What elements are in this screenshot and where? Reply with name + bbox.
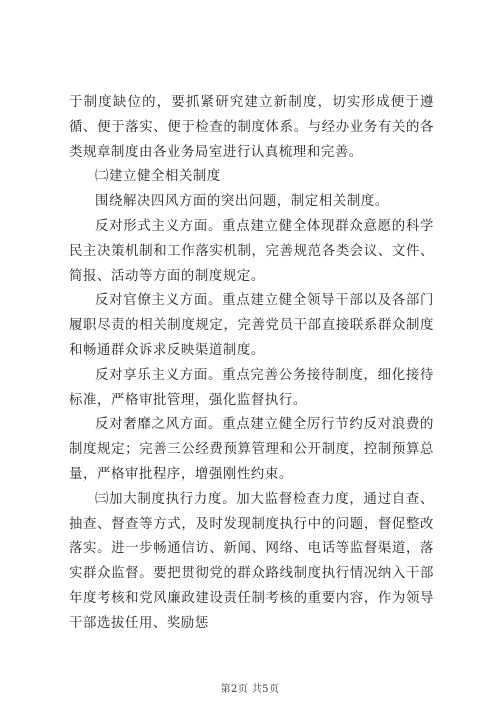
paragraph-bureaucratism: 反对官僚主义方面。重点建立健全领导干部以及各部门履职尽责的相关制度规定，完善党员干部直接联系群众制度和畅通群众诉求反映渠道制度。	[69, 293, 434, 358]
paragraph-intro: 围绕解决四风方面的突出问题，制定相关制度。	[95, 194, 389, 210]
document-body	[69, 91, 434, 637]
paragraph-extravagance: 反对奢靡之风方面。重点建立健全厉行节约反对浪费的制度规定；完善三公经费预算管理和公开制度，控制预算总量，严格审批程序，增强刚性约束。	[69, 417, 434, 482]
section-heading-2: ㈡建立健全相关制度	[95, 169, 221, 185]
section-heading-3-paragraph: ㈢加大制度执行力度。加大监督检查力度，通过自查、抽查、督查等方式，及时发现制度执行中的问题，督促整改落实。进一步畅通信访、新闻、网络、电话等监督渠道，落实群众监督。要把贯彻党的群众路线制度执行情况纳入干部年度考核和党风廉政建设责任制考核的重要内容，作为领导干部选拔任用、奖励惩	[69, 491, 434, 631]
page-footer: 第2页 共5页	[220, 684, 280, 695]
paragraph-formalism: 反对形式主义方面。重点建立健全体现群众意愿的科学民主决策机制和工作落实机制，完善规范各类会议、文件、简报、活动等方面的制度规定。	[69, 218, 434, 284]
paragraph-hedonism: 反对享乐主义方面。重点完善公务接待制度，细化接待标准，严格审批管理，强化监督执行。	[69, 367, 434, 408]
paragraph-continuation: 于制度缺位的，要抓紧研究建立新制度，切实形成便于遵循、便于落实、便于检查的制度体系。与经办业务有关的各类规章制度由各业务局室进行认真梳理和完善。	[69, 95, 434, 160]
